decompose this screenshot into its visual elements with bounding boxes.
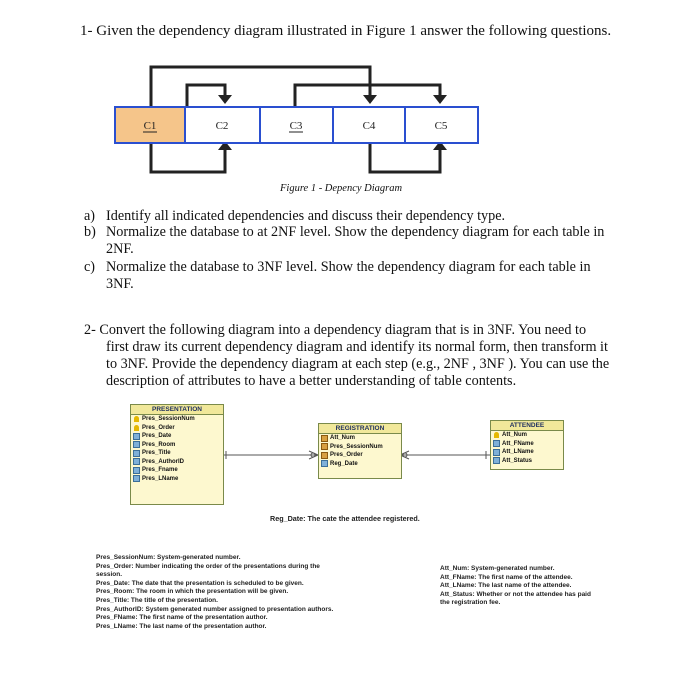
q1-item-b-label: b) xyxy=(84,224,96,240)
pres-note: Pres_FName: The first name of the presentation author. xyxy=(96,614,268,622)
reg-date-note: Reg_Date: The cate the attendee registered. xyxy=(270,514,420,523)
foreign-key-icon xyxy=(321,435,328,442)
registration-col-row: Reg_Date xyxy=(319,460,401,469)
q1-item-a-label: a) xyxy=(84,208,96,224)
att-note: Att_Status: Whether or not the attendee has paid xyxy=(440,590,591,598)
attendee-table xyxy=(490,420,564,470)
dependency-line-c4-c5 xyxy=(370,140,440,172)
registration-fk-row: Pres_SessionNum xyxy=(319,443,401,452)
q2-line-4: description of attributes to have a better understanding of table contents. xyxy=(106,373,517,389)
registration-table-title: REGISTRATION xyxy=(319,424,401,434)
att-note: Att_FName: The first name of the attendee. xyxy=(440,573,573,581)
q1-item-b-line1: Normalize the database to at 2NF level. Show the dependency diagram for each table in xyxy=(106,224,605,240)
presentation-col-row: Pres_Date xyxy=(131,432,223,441)
pres-note: Pres_SessionNum: System-generated number. xyxy=(96,554,241,561)
q2-line-1: 2- Convert the following diagram into a dependency diagram that is in 3NF. You need to xyxy=(84,322,587,338)
q2-line-3: to 3NF. Provide the dependency diagram at each step (e.g., 2NF , 3NF ). You can use the xyxy=(106,356,610,372)
q1-item-b-line2: 2NF. xyxy=(106,241,134,257)
registration-fk-row: Pres_Order xyxy=(319,451,401,460)
attendee-notes xyxy=(440,565,591,608)
registration-table xyxy=(318,423,402,479)
registration-fk-row: Att_Num xyxy=(319,434,401,443)
key-icon xyxy=(134,416,139,422)
col-label-c4: C4 xyxy=(362,120,376,132)
attendee-col-row: Att_Status xyxy=(491,457,563,466)
column-icon xyxy=(133,450,140,457)
col-label-c3: C3 xyxy=(289,120,303,132)
figure-caption: Figure 1 - Depency Diagram xyxy=(280,183,403,194)
column-icon xyxy=(133,467,140,474)
presentation-col-row: Pres_Room xyxy=(131,441,223,450)
pres-note: Pres_Order: Number indicating the order of the presentations during the xyxy=(96,562,320,570)
presentation-col-row: Pres_Fname xyxy=(131,466,223,475)
presentation-col-row: Pres_AuthorID xyxy=(131,458,223,467)
att-note: Att_Num: System-generated number. xyxy=(440,565,555,572)
att-note: the registration fee. xyxy=(440,599,501,607)
attendee-table-title: ATTENDEE xyxy=(491,421,563,431)
pres-note: Pres_AuthorID: System generated number assigned to presentation authors. xyxy=(96,605,334,613)
q2-line-2: first draw its current dependency diagram and identify its normal form, then transform it xyxy=(106,339,608,355)
dependency-line-c1-c4 xyxy=(151,67,370,110)
pres-note: Pres_LName: The last name of the presentation author. xyxy=(96,622,267,630)
q1-item-c-line1: Normalize the database to 3NF level. Show the dependency diagram for each table in xyxy=(106,259,591,275)
col-label-c2: C2 xyxy=(215,120,229,132)
pres-note: Pres_Date: The date that the presentation is scheduled to be given. xyxy=(96,579,304,587)
att-note: Att_LName: The last name of the attendee. xyxy=(440,582,572,590)
foreign-key-icon xyxy=(321,452,328,459)
pres-note: session. xyxy=(96,571,123,579)
attendee-col-row: Att_FName xyxy=(491,440,563,449)
column-icon xyxy=(493,457,500,464)
attendee-col-row: Att_LName xyxy=(491,448,563,457)
q1-item-c-label: c) xyxy=(84,259,96,275)
presentation-col-row: Pres_Title xyxy=(131,449,223,458)
column-icon xyxy=(133,475,140,482)
col-label-c1: C1 xyxy=(143,120,157,132)
attendee-key-row: Att_Num xyxy=(491,431,563,440)
column-icon xyxy=(493,449,500,456)
presentation-notes xyxy=(96,554,333,631)
column-icon xyxy=(133,458,140,465)
key-icon xyxy=(134,425,139,431)
foreign-key-icon xyxy=(321,443,328,450)
key-icon xyxy=(494,432,499,438)
presentation-col-row: Pres_LName xyxy=(131,475,223,484)
column-icon xyxy=(321,460,328,467)
q1-item-a: Identify all indicated dependencies and discuss their dependency type. xyxy=(106,208,506,224)
dependency-diagram xyxy=(0,0,700,200)
pres-note: Pres_Room: The room in which the presentation will be given. xyxy=(96,588,289,596)
q1-title: 1- Given the dependency diagram illustrated in Figure 1 answer the following questions. xyxy=(80,23,612,39)
pres-note: Pres_Title: The title of the presentation. xyxy=(96,596,218,604)
presentation-key-row: Pres_SessionNum xyxy=(131,415,223,424)
presentation-table xyxy=(130,404,224,505)
column-icon xyxy=(493,440,500,447)
column-icon xyxy=(133,433,140,440)
q1-item-c-line2: 3NF. xyxy=(106,276,134,292)
dependency-line-c2-bottom xyxy=(151,140,225,172)
column-icon xyxy=(133,441,140,448)
col-label-c5: C5 xyxy=(434,120,448,132)
presentation-table-title: PRESENTATION xyxy=(131,405,223,415)
presentation-key-row: Pres_Order xyxy=(131,424,223,433)
